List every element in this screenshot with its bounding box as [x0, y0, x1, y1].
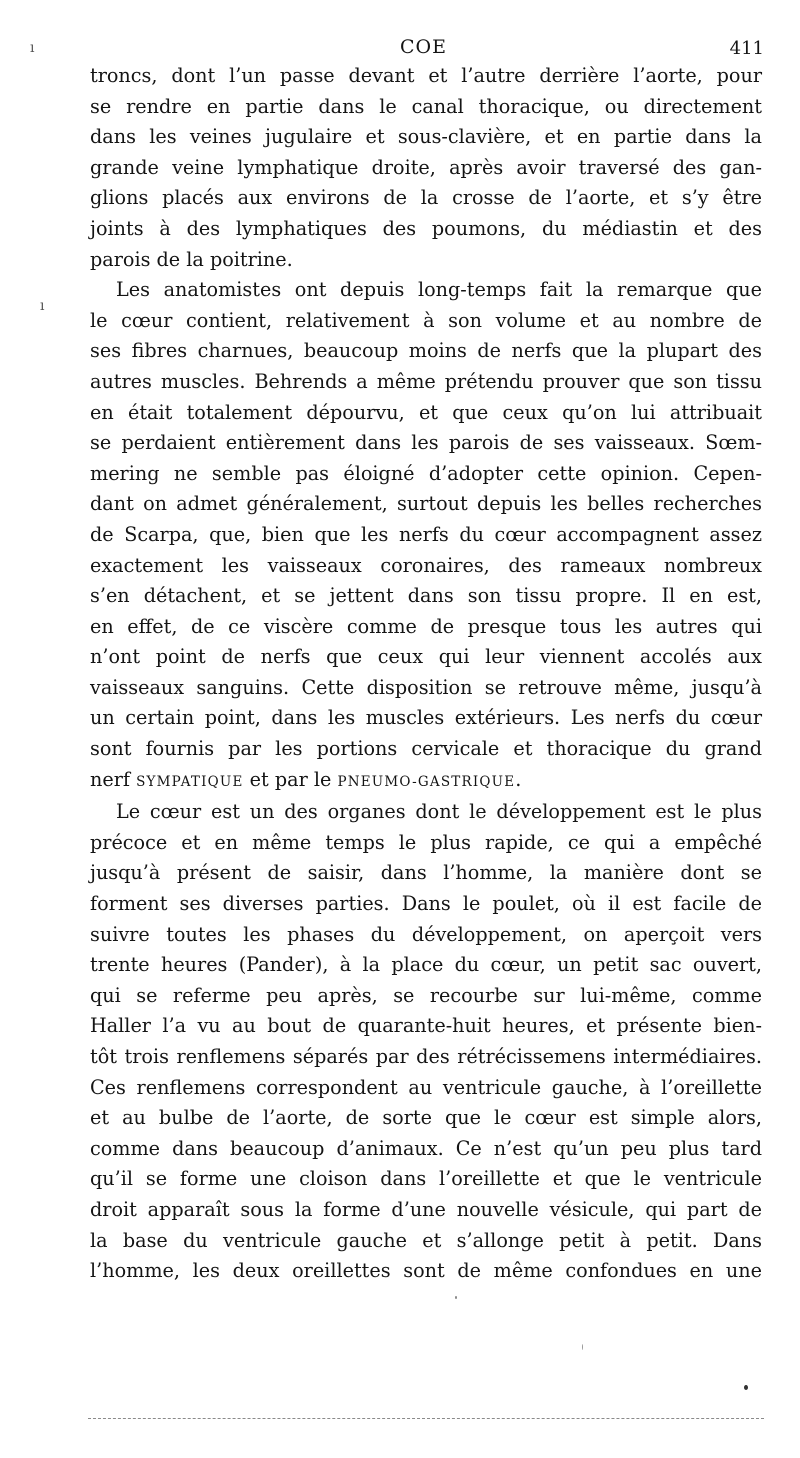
text-line: l’homme, les deux oreillettes sont de même confondues en une [90, 1259, 762, 1283]
text-line: précoce et en même temps le plus rapide, ce qui a empêché [90, 830, 762, 854]
text-line: un certain point, dans les muscles extérieurs. Les nerfs du cœur [90, 706, 762, 730]
text-line: Ces renflemens correspondent au ventricule gauche, à l’oreillette [90, 1075, 762, 1099]
margin-speck: ı [30, 40, 35, 56]
ink-speck [582, 1344, 583, 1350]
text-line: troncs, dont l’un passe devant et l’autre derrière l’aorte, pour [90, 64, 762, 87]
text-line: de Scarpa, que, bien que les nerfs du cœur accompagnent assez [90, 522, 762, 546]
text-line: jusqu’à présent de saisir, dans l’homme, la manière dont se [90, 861, 762, 885]
text-line: comme dans beaucoup d’animaux. Ce n’est qu’un peu plus tard [90, 1136, 762, 1160]
text-line: forment ses diverses parties. Dans le poulet, où il est facile de [90, 892, 762, 916]
text-line: s’en détachent, et se jettent dans son tissu propre. Il en est, [90, 584, 762, 608]
text-line: dans les veines jugulaire et sous-clavière, et en partie dans la [90, 125, 762, 149]
body-text [90, 61, 762, 1287]
text-line: le cœur contient, relativement à son volume et au nombre de [90, 308, 762, 332]
text-line: grande veine lymphatique droite, après avoir traversé des gan- [90, 155, 762, 179]
text-line: et au bulbe de l’aorte, de sorte que le cœur est simple alors, [90, 1106, 762, 1130]
text-line: se rendre en partie dans le canal thoracique, ou directement [90, 94, 762, 118]
text-line: n’ont point de nerfs que ceux qui leur viennent accolés aux [90, 645, 762, 669]
text-line: qu’il se forme une cloison dans l’oreillette et que le ventricule [90, 1167, 762, 1191]
text-line: mering ne semble pas éloigné d’adopter cette opinion. Cepen- [90, 461, 762, 485]
text-line: trente heures (Pander), à la place du cœur, un petit sac ouvert, [90, 953, 762, 977]
text-line: glions placés aux environs de la crosse de l’aorte, et s’y être [90, 186, 762, 210]
text-line: vaisseaux sanguins. Cette disposition se retrouve même, jusqu’à [90, 675, 762, 699]
text-line: Le cœur est un des organes dont le développement est le plus [116, 800, 762, 824]
text-line: suivre toutes les phases du développement, on aperçoit vers [90, 922, 762, 946]
text-line: sont fournis par les portions cervicale et thoracique du grand [90, 737, 762, 761]
text-fragment: et par le [243, 767, 338, 791]
paragraph-2 [90, 275, 762, 797]
page-number: 411 [729, 38, 764, 59]
text-line: qui se referme peu après, se recourbe sur lui-même, comme [90, 983, 762, 1007]
text-line: parois de la poitrine. [90, 247, 293, 271]
paragraph-1 [90, 61, 762, 275]
text-line: exactement les vaisseaux coronaires, des rameaux nombreux [90, 553, 762, 577]
text-fragment: . [515, 767, 522, 791]
small-caps-term: PNEUMO-GASTRIQUE [337, 773, 516, 790]
ink-speck [744, 1385, 748, 1390]
running-title: COE [400, 36, 447, 58]
text-line: en était totalement dépourvu, et que ceux qu’on lui attribuait [90, 400, 762, 424]
text-line: droit apparaît sous la forme d’une nouvelle vésicule, qui part de [90, 1197, 762, 1221]
bottom-dashed-rule [88, 1418, 764, 1419]
text-line: ses fibres charnues, beaucoup moins de nerfs que la plupart des [90, 339, 762, 363]
ink-speck [455, 1296, 457, 1299]
text-line: Les anatomistes ont depuis long-temps fait la remarque que [116, 278, 762, 302]
text-line: en effet, de ce viscère comme de presque tous les autres qui [90, 614, 762, 638]
text-fragment: nerf [90, 767, 137, 791]
text-line: tôt trois renflemens séparés par des rétrécissemens intermédiaires. [90, 1045, 762, 1068]
text-line: la base du ventricule gauche et s’allonge petit à petit. Dans [90, 1228, 762, 1252]
text-line: dant on admet généralement, surtout depuis les belles recherches [90, 492, 762, 516]
text-line: Haller l’a vu au bout de quarante-huit heures, et présente bien- [90, 1014, 762, 1038]
text-line: se perdaient entièrement dans les parois de ses vaisseaux. Sœm- [90, 431, 762, 455]
text-line: autres muscles. Behrends a même prétendu prouver que son tissu [90, 369, 762, 393]
text-line [90, 765, 762, 798]
margin-speck: ı [40, 298, 45, 314]
text-line: joints à des lymphatiques des poumons, du médiastin et des [90, 216, 762, 240]
paragraph-3 [90, 797, 762, 1287]
small-caps-term: SYMPATIQUE [136, 773, 244, 790]
